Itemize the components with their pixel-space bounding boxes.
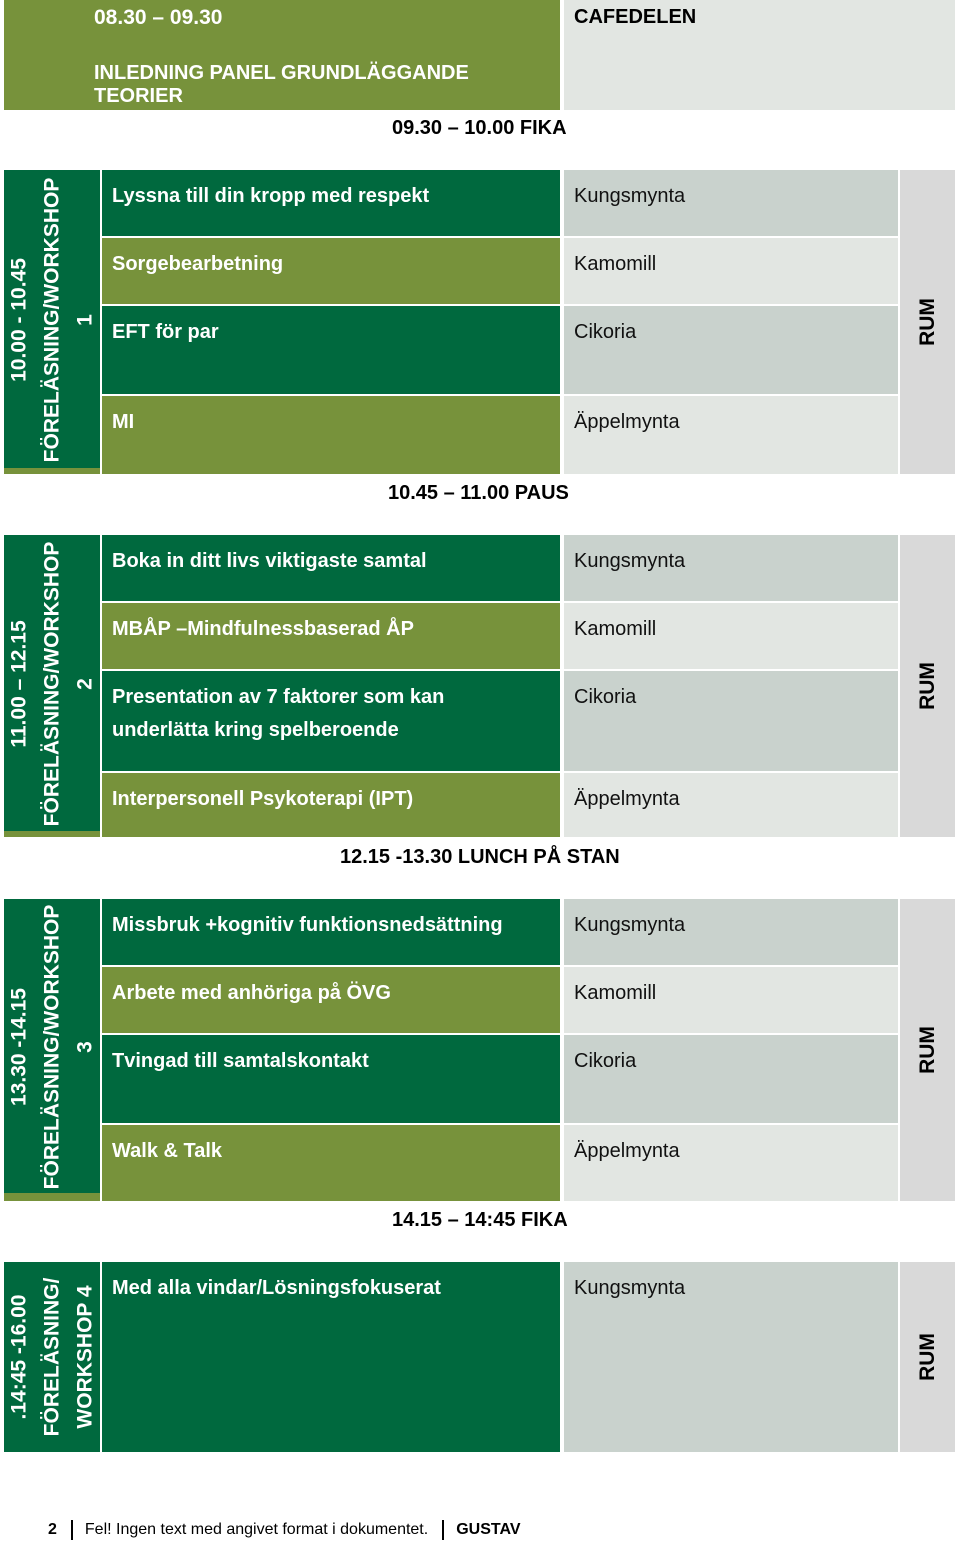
block2-session-2: [102, 603, 560, 669]
session-title-line1: Presentation av 7 faktorer som kan: [112, 686, 445, 708]
block1-label-edge: [4, 468, 100, 474]
footer-error-text: Fel! Ingen text med angivet format i dokumentet.: [84, 1521, 429, 1538]
room-name: Kungsmynta: [574, 1277, 686, 1299]
block3-label-edge: [4, 1193, 100, 1201]
block1-label-cell: [4, 170, 100, 470]
block3-rum-label: RUM: [915, 1026, 939, 1074]
session-title: MBÅP –Mindfulnessbaserad ÅP: [112, 618, 414, 640]
block3-type: FÖRELÄSNING/WORKSHOP: [40, 904, 64, 1190]
room-name: Kungsmynta: [574, 914, 686, 936]
block1-type: FÖRELÄSNING/WORKSHOP: [40, 177, 64, 463]
opening-location: CAFEDELEN: [574, 6, 697, 28]
block3-label-cell: [4, 899, 100, 1195]
block2-time: 11.00 – 12.15: [7, 620, 31, 748]
session-title: Med alla vindar/Lösningsfokuserat: [112, 1277, 441, 1299]
block3-session-4: [102, 1125, 560, 1201]
block4-session-1: [102, 1262, 560, 1452]
footer-divider: [442, 1520, 444, 1540]
block4-label-cell: [4, 1262, 100, 1452]
opening-session-cell: [4, 0, 560, 110]
block3-session-1: [102, 899, 560, 965]
block1-session-3: [102, 306, 560, 394]
session-title-line2: underlätta kring spelberoende: [112, 719, 399, 741]
block4-room-1: [564, 1262, 898, 1452]
block1-time: 10.00 - 10.45: [7, 258, 31, 382]
session-title: Walk & Talk: [112, 1140, 223, 1162]
room-name: Kamomill: [574, 982, 657, 1004]
room-name: Kungsmynta: [574, 185, 686, 207]
block1-session-1: [102, 170, 560, 236]
block2-session-3: [102, 671, 560, 771]
block2-label-edge: [4, 831, 100, 837]
block1-room-1: [564, 170, 898, 236]
footer-name: GUSTAV: [456, 1521, 521, 1538]
session-title: Sorgebearbetning: [112, 253, 284, 275]
room-name: Äppelmynta: [574, 1140, 680, 1162]
block3-session-2: [102, 967, 560, 1033]
block2-label: [3, 542, 102, 827]
footer-page-number: 2: [48, 1521, 57, 1538]
session-title: Tvingad till samtalskontakt: [112, 1050, 369, 1072]
block2-label-cell: [4, 535, 100, 833]
session-title: Missbruk +kognitiv funktionsnedsättning: [112, 914, 503, 936]
block4-label: [3, 1278, 102, 1437]
footer-divider: [71, 1520, 73, 1540]
break-paus: 10.45 – 11.00 PAUS: [388, 482, 569, 504]
block3-room-2: [564, 967, 898, 1033]
block1-session-4: [102, 396, 560, 474]
room-name: Kamomill: [574, 253, 657, 275]
block2-session-1: [102, 535, 560, 601]
session-title: Interpersonell Psykoterapi (IPT): [112, 788, 414, 810]
block3-number: 3: [73, 1041, 97, 1053]
block1-room-4: [564, 396, 898, 474]
room-name: Cikoria: [574, 321, 637, 343]
block3-room-4: [564, 1125, 898, 1201]
opening-time: 08.30 – 09.30: [94, 6, 223, 29]
block4-rum-cell: [900, 1262, 955, 1452]
block1-rum-label: RUM: [915, 298, 939, 346]
block3-session-3: [102, 1035, 560, 1123]
session-title: EFT för par: [112, 321, 219, 343]
block1-room-2: [564, 238, 898, 304]
room-name: Äppelmynta: [574, 411, 680, 433]
block1-number: 1: [73, 314, 97, 326]
session-title: MI: [112, 411, 135, 433]
block1-room-3: [564, 306, 898, 394]
room-name: Cikoria: [574, 1050, 637, 1072]
block4-rum-label: RUM: [915, 1333, 939, 1381]
block2-room-3: [564, 671, 898, 771]
block4-time: .14:45 -16.00: [7, 1294, 31, 1420]
block4-type-line1: FÖRELÄSNING/: [40, 1277, 64, 1437]
session-title: Lyssna till din kropp med respekt: [112, 185, 430, 207]
block2-session-4: [102, 773, 560, 837]
block2-rum-label: RUM: [915, 662, 939, 710]
block2-room-4: [564, 773, 898, 837]
room-name: Äppelmynta: [574, 788, 680, 810]
block4-type-line2: WORKSHOP 4: [73, 1285, 97, 1429]
block3-room-3: [564, 1035, 898, 1123]
block2-room-2: [564, 603, 898, 669]
block3-time: 13.30 -14.15: [7, 988, 31, 1106]
block1-label: [3, 178, 102, 463]
opening-location-cell: [564, 0, 955, 110]
session-title: Arbete med anhöriga på ÖVG: [112, 982, 391, 1004]
block1-session-2: [102, 238, 560, 304]
break-lunch: 12.15 -13.30 LUNCH PÅ STAN: [340, 846, 620, 868]
opening-title: INLEDNING PANEL GRUNDLÄGGANDE TEORIER: [94, 62, 469, 107]
break-fika-1: 09.30 – 10.00 FIKA: [392, 117, 567, 139]
room-name: Kungsmynta: [574, 550, 686, 572]
footer: [48, 1518, 521, 1542]
block3-rum-cell: [900, 899, 955, 1201]
room-name: Kamomill: [574, 618, 657, 640]
block2-type: FÖRELÄSNING/WORKSHOP: [40, 541, 64, 827]
block2-number: 2: [73, 678, 97, 690]
room-name: Cikoria: [574, 686, 637, 708]
block3-label: [3, 905, 102, 1190]
break-fika-2: 14.15 – 14:45 FIKA: [392, 1209, 568, 1231]
block2-rum-cell: [900, 535, 955, 837]
block2-room-1: [564, 535, 898, 601]
session-title: Boka in ditt livs viktigaste samtal: [112, 550, 427, 572]
block1-rum-cell: [900, 170, 955, 474]
block3-room-1: [564, 899, 898, 965]
